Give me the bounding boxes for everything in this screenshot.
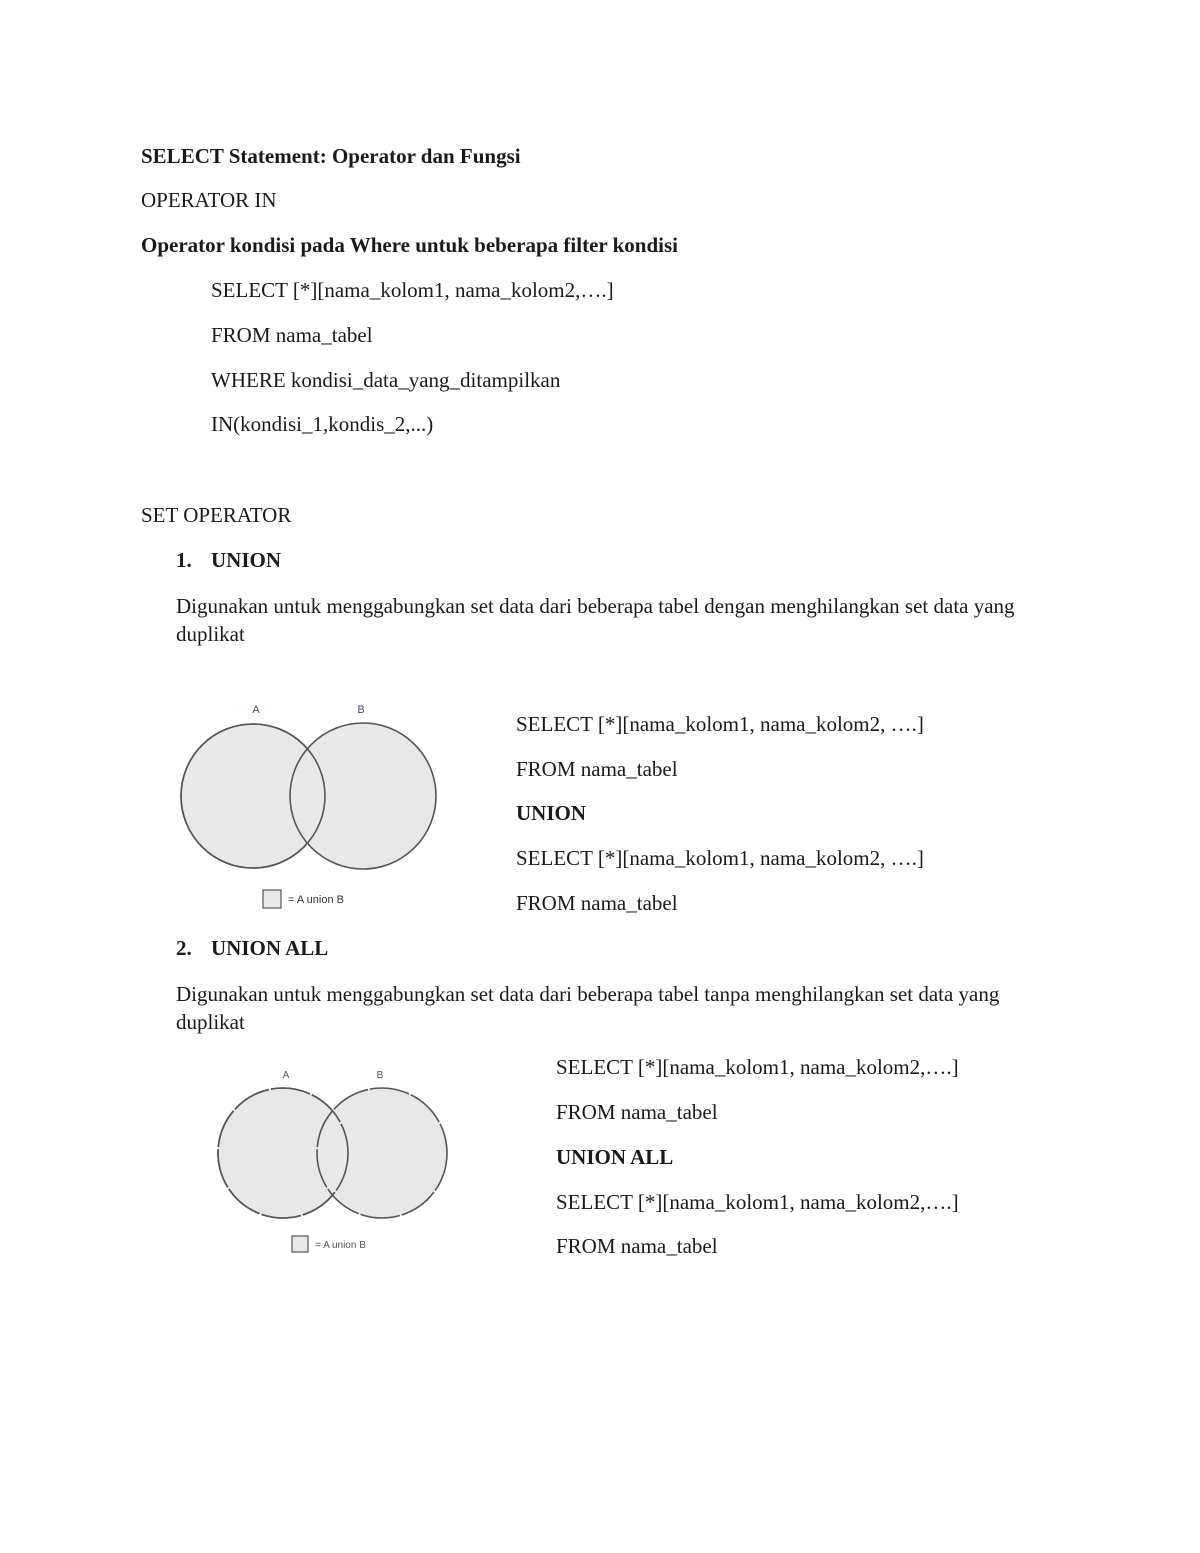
venn-label-a: A <box>282 1070 290 1081</box>
code-line: FROM nama_tabel <box>556 1100 718 1124</box>
venn-label-b: B <box>376 1070 384 1081</box>
union-title: UNION <box>211 548 282 572</box>
union-all-description: Digunakan untuk menggabungkan set data dari beberapa tabel tanpa menghilangkan set data yang duplikat <box>176 982 1000 1034</box>
venn-circle-b <box>317 1088 447 1218</box>
code-keyword: UNION ALL <box>556 1145 674 1169</box>
operator-in-heading: OPERATOR IN <box>141 188 277 212</box>
union-all-title: UNION ALL <box>211 936 329 960</box>
code-line: SELECT [*][nama_kolom1, nama_kolom2,….] <box>556 1190 959 1214</box>
venn-label-a: A <box>252 704 260 716</box>
list-number: 1. <box>176 548 192 572</box>
code-line: IN(kondisi_1,kondis_2,...) <box>211 412 434 436</box>
venn-label-b: B <box>357 704 365 716</box>
set-operator-heading: SET OPERATOR <box>141 503 292 527</box>
union-venn-diagram <box>170 695 450 915</box>
code-line: FROM nama_tabel <box>516 757 678 781</box>
code-line: WHERE kondisi_data_yang_ditampilkan <box>211 368 561 392</box>
venn-legend-swatch <box>292 1236 308 1252</box>
code-line: FROM nama_tabel <box>516 891 678 915</box>
venn-circle-b <box>290 723 436 869</box>
venn-legend-label: = A union B <box>288 894 344 906</box>
venn-legend-label: = A union B <box>315 1240 366 1251</box>
list-number: 2. <box>176 936 192 960</box>
venn-legend-swatch <box>263 890 281 908</box>
code-line: SELECT [*][nama_kolom1, nama_kolom2,….] <box>556 1055 959 1079</box>
code-keyword: UNION <box>516 801 587 825</box>
code-line: FROM nama_tabel <box>556 1234 718 1258</box>
page-title: SELECT Statement: Operator dan Fungsi <box>141 144 521 168</box>
operator-in-subheading: Operator kondisi pada Where untuk beberapa filter kondisi <box>141 233 678 257</box>
union-all-venn-diagram <box>205 1062 465 1262</box>
code-line: SELECT [*][nama_kolom1, nama_kolom2, ….] <box>516 846 924 870</box>
union-description: Digunakan untuk menggabungkan set data dari beberapa tabel dengan menghilangkan set data yang duplikat <box>176 594 1015 646</box>
code-line: FROM nama_tabel <box>211 323 373 347</box>
code-line: SELECT [*][nama_kolom1, nama_kolom2,….] <box>211 278 614 302</box>
code-line: SELECT [*][nama_kolom1, nama_kolom2, ….] <box>516 712 924 736</box>
